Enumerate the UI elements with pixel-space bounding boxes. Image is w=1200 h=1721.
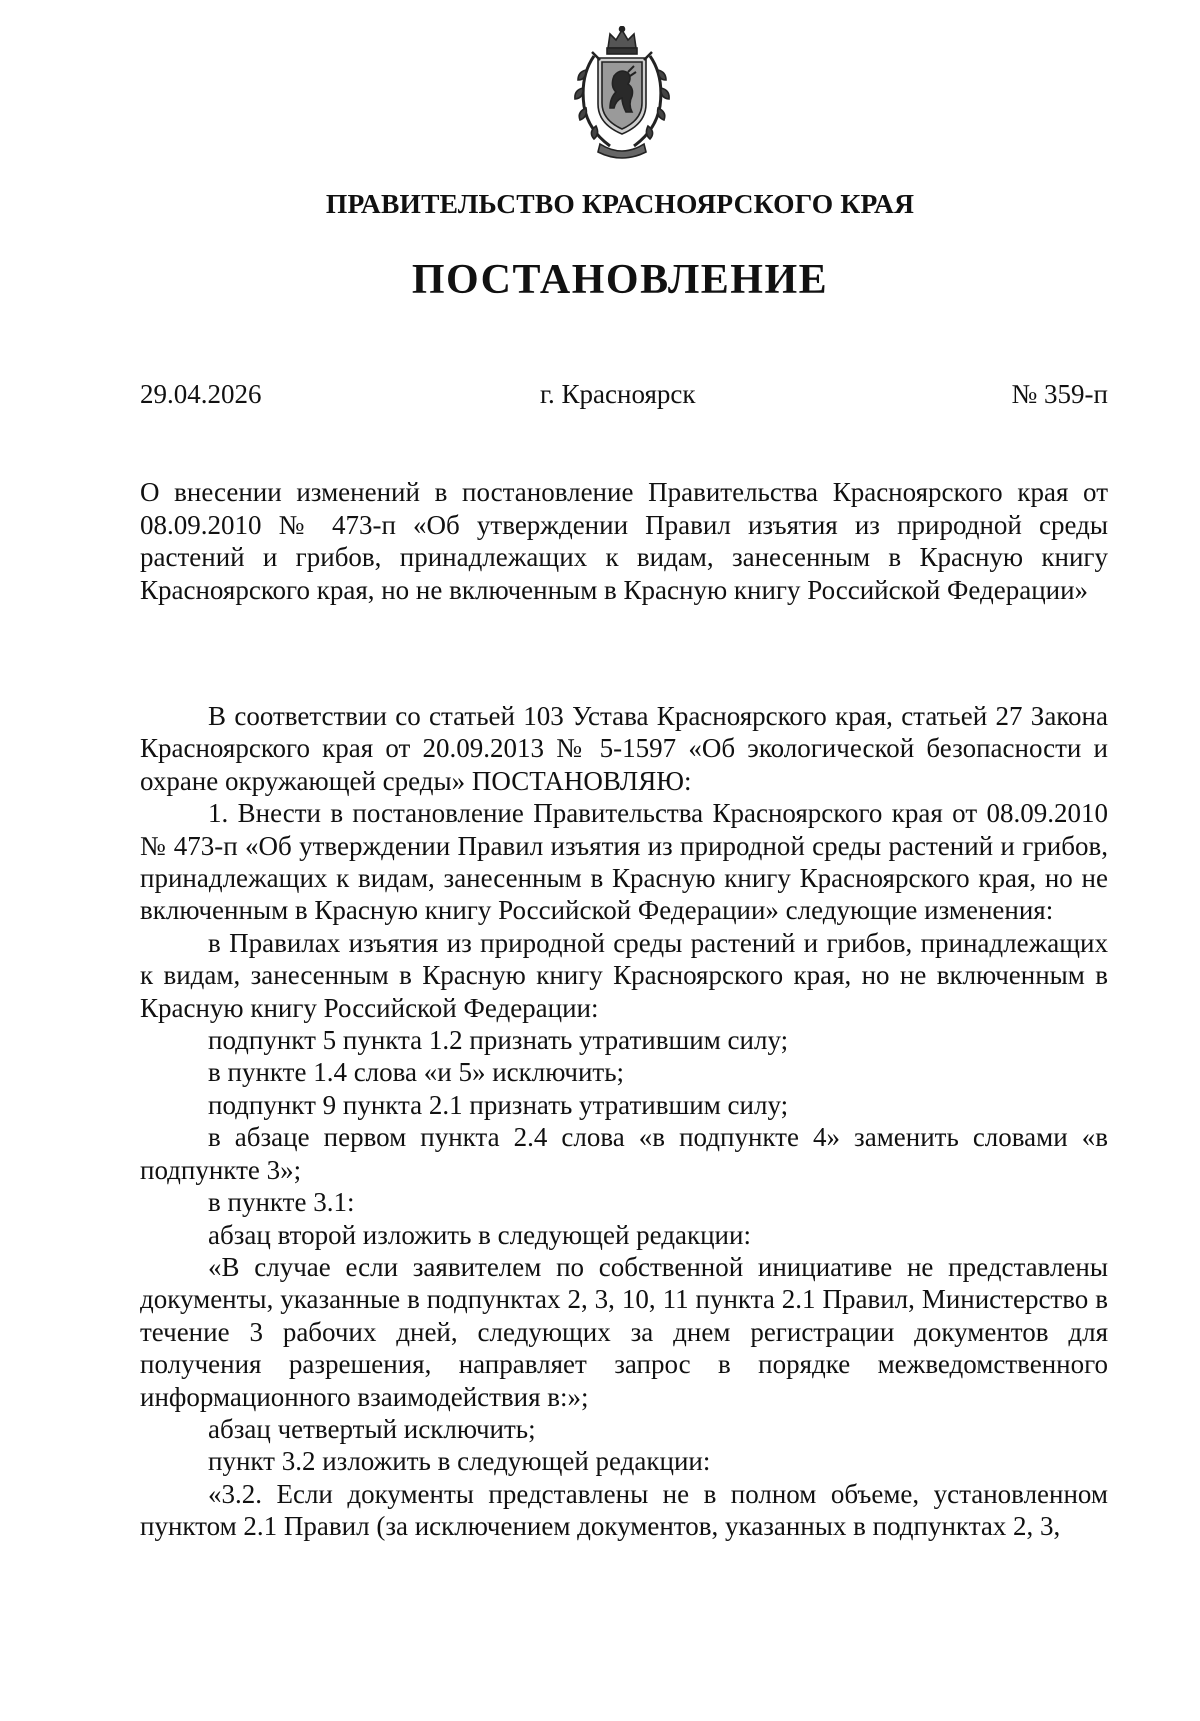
document-number: № 359-п bbox=[1011, 379, 1108, 409]
body-paragraph: подпункт 9 пункта 2.1 признать утратившим силу; bbox=[208, 1089, 789, 1120]
krasnoyarsk-coat-of-arms-icon bbox=[570, 26, 674, 162]
document-date: 29.04.2026 bbox=[140, 379, 262, 409]
body-paragraph: в Правилах изъятия из природной среды растений и грибов, принадлежащих к видам, занесенным в Красную книгу Красноярского края, но не включенным в Красную книгу Российской Федерации: bbox=[140, 927, 1108, 1023]
document-type-heading: ПОСТАНОВЛЕНИЕ bbox=[411, 257, 829, 303]
body-paragraph: в пункте 3.1: bbox=[208, 1187, 355, 1218]
body-paragraph: «В случае если заявителем по собственной инициативе не представлены документы, указанные в подпунктах 2, 3, 10, 11 пункта 2.1 Правил, Министерство в течение 3 рабочих дней, следующих за днем регистрации документов для получения разрешения, направляет запрос в порядке межведомственного информационного взаимодействия в:»; bbox=[140, 1251, 1108, 1412]
document-body bbox=[140, 700, 1108, 1543]
body-paragraph: 1. Внести в постановление Правительства Красноярского края от 08.09.2010 № 473-п «Об утверждении Правил изъятия из природной среды растений и грибов, принадлежащих к видам, занесенным в Красную книгу Красноярского края, но не включенным в Красную книгу Российской Федерации» следующие изменения: bbox=[140, 798, 1108, 926]
document-subject-title: О внесении изменений в постановление Правительства Красноярского края от 08.09.2010 № 473-п «Об утверждении Правил изъятия из природной среды растений и грибов, принадлежащих к видам, занесенным в Красную книгу Красноярского края, но не включенным в Красную книгу Российской Федерации» bbox=[140, 477, 1108, 605]
issuing-authority: ПРАВИТЕЛЬСТВО КРАСНОЯРСКОГО КРАЯ bbox=[325, 188, 915, 219]
body-paragraph: В соответствии со статьей 103 Устава Красноярского края, статьей 27 Закона Красноярского края от 20.09.2013 № 5-1597 «Об экологической безопасности и охране окружающей среды» ПОСТАНОВЛЯЮ: bbox=[140, 701, 1108, 796]
document-city: г. Красноярск bbox=[540, 379, 696, 409]
document-meta-row bbox=[140, 379, 1108, 413]
body-paragraph: «3.2. Если документы представлены не в полном объеме, установленном пунктом 2.1 Правил (за исключением документов, указанных в подпунктах 2, 3, bbox=[140, 1478, 1108, 1542]
body-paragraph: пункт 3.2 изложить в следующей редакции: bbox=[208, 1446, 711, 1477]
body-paragraph: подпункт 5 пункта 1.2 признать утратившим силу; bbox=[208, 1025, 789, 1056]
body-paragraph: абзац второй изложить в следующей редакции: bbox=[208, 1219, 751, 1250]
body-paragraph: в пункте 1.4 слова «и 5» исключить; bbox=[208, 1057, 625, 1088]
body-paragraph: в абзаце первом пункта 2.4 слова «в подпункте 4» заменить словами «в подпункте 3»; bbox=[140, 1122, 1108, 1185]
body-paragraph: абзац четвертый исключить; bbox=[208, 1413, 536, 1444]
